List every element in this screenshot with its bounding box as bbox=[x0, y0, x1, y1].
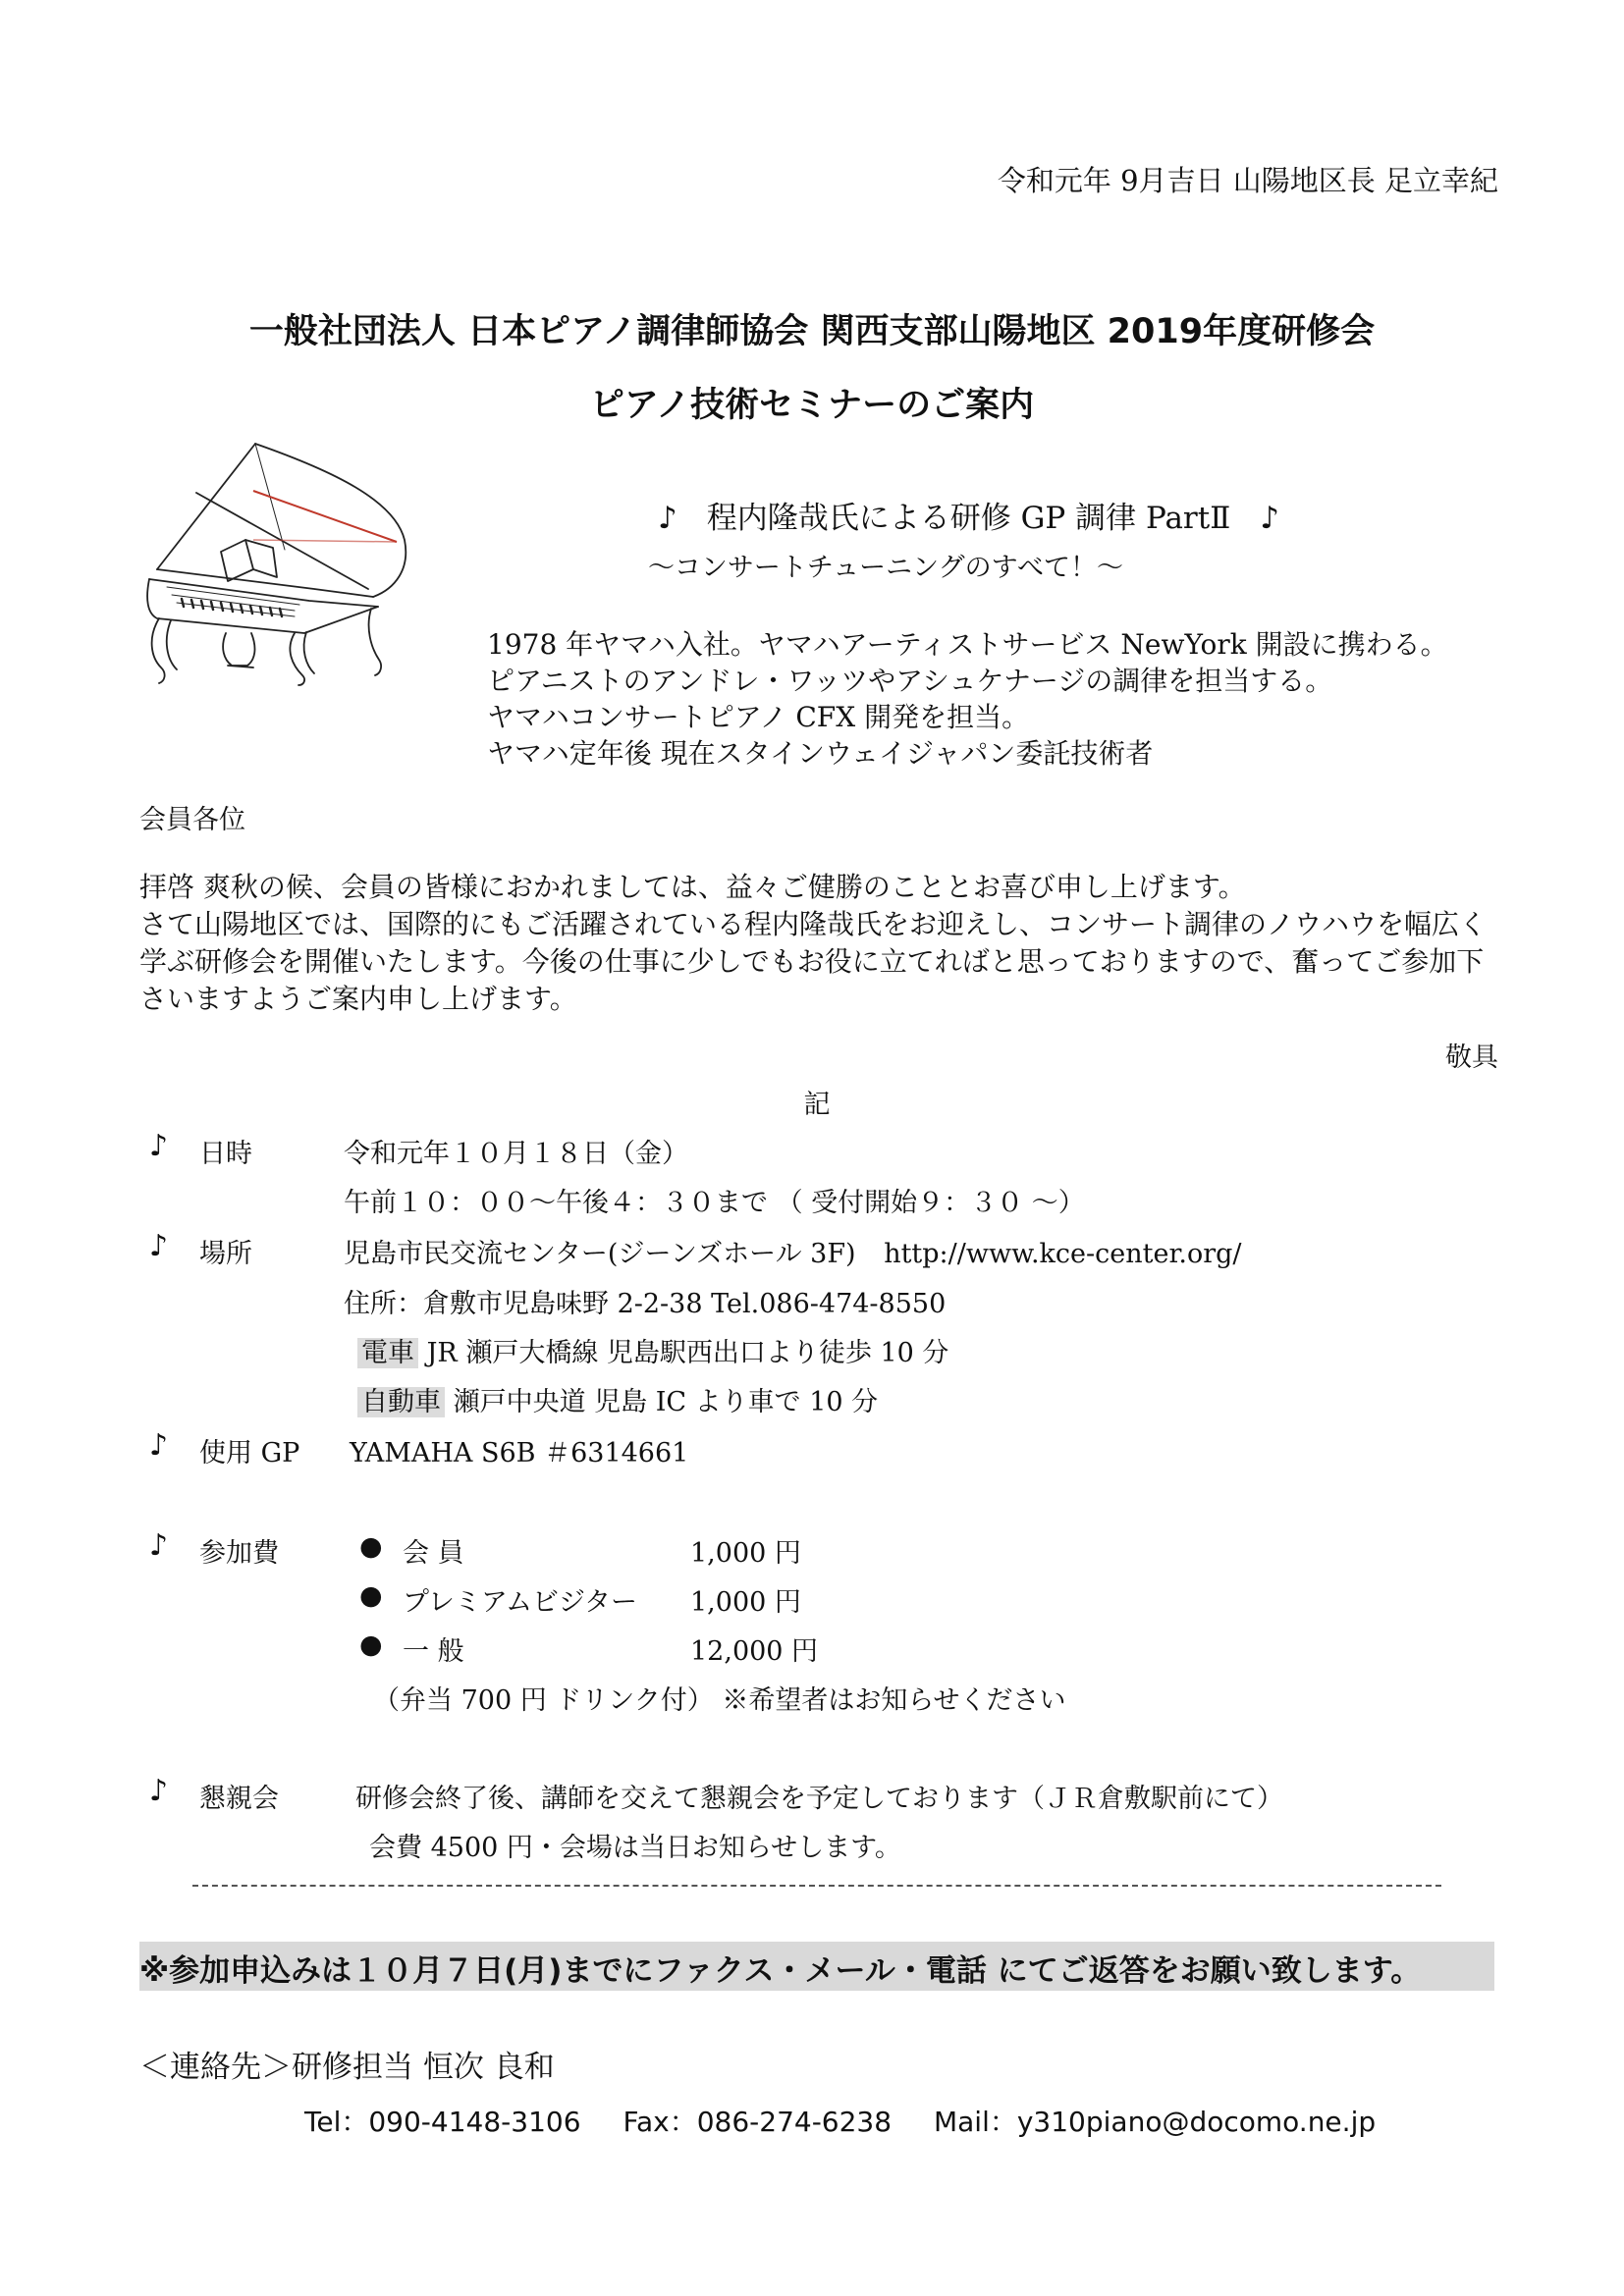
datetime-date: 令和元年１０月１８日（金） bbox=[344, 1139, 688, 1169]
music-note-icon: ♪ bbox=[149, 1774, 169, 1808]
fee-item-price: 1,000 円 bbox=[690, 1587, 801, 1618]
car-route: 瀬戸中央道 児島 IC より車で 10 分 bbox=[453, 1387, 879, 1417]
letter-paragraph: さて山陽地区では、国際的にもご活躍されている程内隆哉氏をお迎えし、コンサート調律のノウハウを幅広く学ぶ研修会を開催いたします。今後の仕事に少しでもお役に立てればと思っておりますので、奮ってご参加下さいますようご案内申し上げます。 bbox=[139, 908, 1488, 1015]
car-access bbox=[357, 1380, 878, 1418]
music-note-icon: ♪ bbox=[149, 1129, 169, 1163]
letter-closing: 敬具 bbox=[1445, 1042, 1498, 1073]
fee-item-price: 1,000 円 bbox=[690, 1538, 801, 1569]
date-author-line: 令和元年 9月吉日 山陽地区長 足立幸紀 bbox=[997, 164, 1498, 197]
venue-name-line bbox=[344, 1232, 1242, 1270]
venue-url-link[interactable]: http://www.kce-center.org/ bbox=[884, 1239, 1242, 1269]
ki-heading: 記 bbox=[803, 1090, 831, 1120]
music-note-icon: ♪ bbox=[149, 1428, 169, 1463]
contact-tel: Tel：090-4148-3106 bbox=[304, 2106, 581, 2138]
bio-line: ヤマハコンサートピアノ CFX 開発を担当。 bbox=[487, 701, 1030, 733]
bio-line: 1978 年ヤマハ入社。ヤマハアーティストサービス NewYork 開設に携わる。 bbox=[487, 628, 1448, 661]
lecturer-bio bbox=[487, 626, 1448, 772]
contact-title: ＜連絡先＞研修担当 恒次 良和 bbox=[139, 2050, 555, 2085]
datetime-time: 午前１０：００～午後４：３０まで （ 受付開始９：３０ ～） bbox=[344, 1188, 1085, 1218]
music-note-icon: ♪ bbox=[1260, 501, 1280, 536]
car-label: 自動車 bbox=[357, 1387, 445, 1417]
seminar-title: 程内隆哉氏による研修 GP 調律 PartⅡ bbox=[706, 501, 1231, 536]
train-label: 電車 bbox=[357, 1338, 418, 1368]
music-note-icon: ♪ bbox=[149, 1229, 169, 1263]
fee-bullet: ● bbox=[359, 1580, 383, 1611]
letter-body bbox=[139, 869, 1494, 1018]
bio-line: ピアニストのアンドレ・ワッツやアシュケナージの調律を担当する。 bbox=[487, 665, 1333, 697]
deadline-text: ※参加申込みは１０月７日(月)までにファクス・メール・電話 にてご返答をお願い致します。 bbox=[139, 1953, 1422, 1989]
train-route: JR 瀬戸大橋線 児島駅西出口より徒歩 10 分 bbox=[426, 1338, 949, 1368]
document-subtitle: ピアノ技術セミナーのご案内 bbox=[589, 386, 1035, 425]
party-line2: 会費 4500 円・会場は当日お知らせします。 bbox=[369, 1833, 901, 1863]
fee-label: 参加費 bbox=[199, 1538, 279, 1569]
bio-line: ヤマハ定年後 現在スタインウェイジャパン委託技術者 bbox=[487, 737, 1154, 770]
contact-mail-link[interactable]: Mail：y310piano@docomo.ne.jp bbox=[933, 2106, 1377, 2138]
venue-address: 住所：倉敷市児島味野 2-2-38 Tel.086-474-8550 bbox=[344, 1289, 947, 1319]
addressee: 会員各位 bbox=[139, 805, 245, 835]
fee-bullet: ● bbox=[359, 1629, 383, 1660]
fee-item-name: 一 般 bbox=[403, 1636, 464, 1667]
party-label: 懇親会 bbox=[199, 1784, 279, 1814]
contact-details bbox=[304, 2101, 1409, 2140]
document-title: 一般社団法人 日本ピアノ調律師協会 関西支部山陽地区 2019年度研修会 bbox=[248, 312, 1376, 351]
venue-label: 場所 bbox=[199, 1239, 252, 1269]
seminar-title-line bbox=[628, 493, 1309, 537]
party-line1: 研修会終了後、講師を交えて懇親会を予定しております（ＪＲ倉敷駅前にて） bbox=[355, 1784, 1283, 1814]
letter-paragraph: 拝啓 爽秋の候、会員の皆様におかれましては、益々ご健勝のこととお喜び申し上げます。 bbox=[139, 871, 1246, 903]
venue-name: 児島市民交流センター(ジーンズホール 3F) bbox=[344, 1239, 856, 1269]
seminar-subtitle: ～コンサートチューニングのすべて！～ bbox=[647, 553, 1124, 583]
datetime-label: 日時 bbox=[199, 1139, 252, 1169]
piano-label: 使用 GP bbox=[199, 1438, 300, 1468]
fee-item-name: 会 員 bbox=[403, 1538, 464, 1569]
contact-fax: Fax：086-274-6238 bbox=[623, 2106, 893, 2138]
dashed-divider bbox=[192, 1885, 1441, 1887]
fee-note: （弁当 700 円 ドリンク付） ※希望者はお知らせください bbox=[373, 1685, 1066, 1716]
fee-item-price: 12,000 円 bbox=[690, 1636, 819, 1667]
music-note-icon: ♪ bbox=[149, 1528, 169, 1563]
fee-item-name: プレミアムビジター bbox=[403, 1587, 637, 1618]
piano-model: YAMAHA S6B ＃6314661 bbox=[350, 1438, 689, 1468]
fee-bullet: ● bbox=[359, 1531, 383, 1562]
deadline-banner bbox=[139, 1942, 1494, 1991]
music-note-icon: ♪ bbox=[658, 501, 677, 536]
train-access bbox=[357, 1331, 948, 1369]
